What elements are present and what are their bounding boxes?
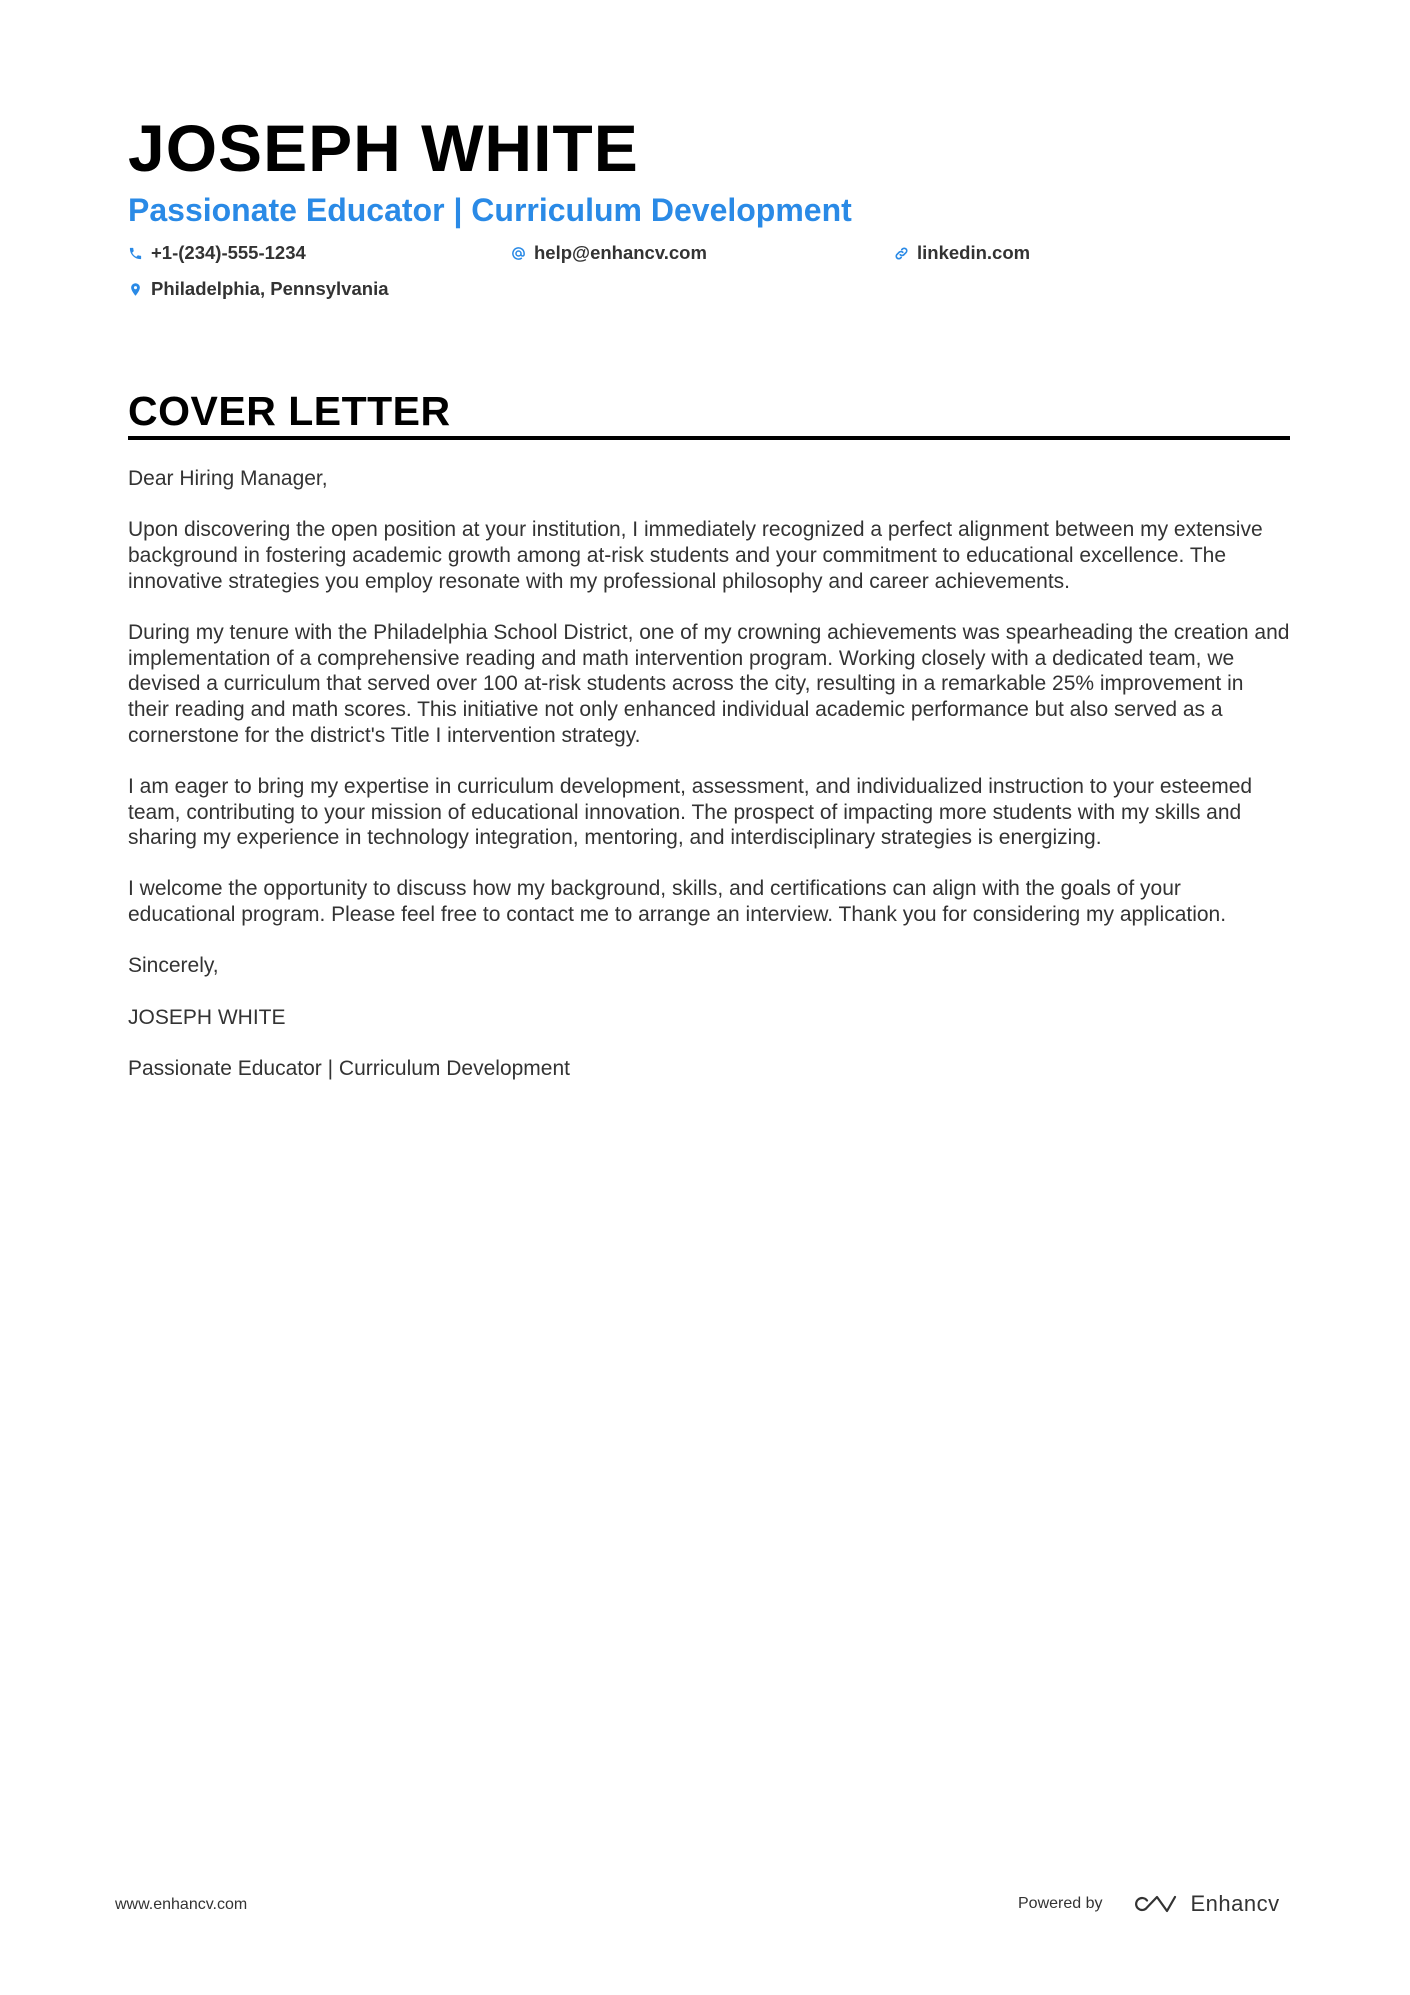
link-icon — [894, 246, 909, 261]
contact-phone — [128, 241, 306, 265]
brand-name: Enhancv — [1190, 1891, 1280, 1916]
letter-paragraph: I am eager to bring my expertise in curriculum development, assessment, and individualized instruction to your esteemed team, contributing to your mission of educational innovation. The prospect of impacting more students with my skills and sharing my experience in technology integration, mentoring, and interdisciplinary strategies is energizing. — [128, 774, 1253, 850]
candidate-name: JOSEPH WHITE — [128, 111, 639, 185]
contact-email — [511, 241, 707, 265]
contact-link — [894, 241, 1030, 265]
letter-closing: Sincerely, — [128, 954, 219, 978]
phone-icon — [128, 246, 143, 261]
phone-text: +1-(234)-555-1234 — [151, 242, 306, 263]
footer-branding — [1018, 1890, 1280, 1918]
location-text: Philadelphia, Pennsylvania — [151, 278, 389, 299]
footer-website[interactable]: www.enhancv.com — [115, 1896, 248, 1913]
link-text[interactable]: linkedin.com — [917, 242, 1031, 263]
letter-paragraph: I welcome the opportunity to discuss how my background, skills, and certifications can align with the goals of your educational program. Please feel free to contact me to arrange an interview. Thank you for considering my application. — [128, 877, 1227, 927]
candidate-headline: Passionate Educator | Curriculum Development — [128, 192, 852, 228]
contact-location — [128, 277, 389, 301]
signature-name: JOSEPH WHITE — [128, 1005, 286, 1029]
powered-by-text: Powered by — [1018, 1895, 1103, 1912]
map-pin-icon — [128, 282, 143, 297]
at-icon — [511, 246, 526, 261]
signature-title: Passionate Educator | Curriculum Development — [128, 1056, 570, 1080]
letter-paragraph: Upon discovering the open position at your institution, I immediately recognized a perfect alignment between my extensive background in fostering academic growth among at-risk students and your commitment to educational excellence. The innovative strategies you employ resonate with my professional philosophy and career achievements. — [128, 518, 1263, 593]
section-divider — [128, 436, 1290, 440]
email-text[interactable]: help@enhancv.com — [534, 242, 707, 263]
letter-body — [128, 466, 1290, 1107]
letter-greeting: Dear Hiring Manager, — [128, 467, 328, 490]
enhancv-logo-icon — [1131, 1892, 1177, 1916]
letter-paragraph: During my tenure with the Philadelphia School District, one of my crowning achievements was spearheading the creation and implementation of a comprehensive reading and math intervention program. Working closely with a dedicated team, we devised a curriculum that served over 100 at-risk students across the city, resulting in a remarkable 25% improvement in their reading and math scores. This initiative not only enhanced individual academic performance but also served as a cornerstone for the district's Title I intervention strategy. — [128, 620, 1290, 747]
section-title: COVER LETTER — [128, 388, 451, 434]
